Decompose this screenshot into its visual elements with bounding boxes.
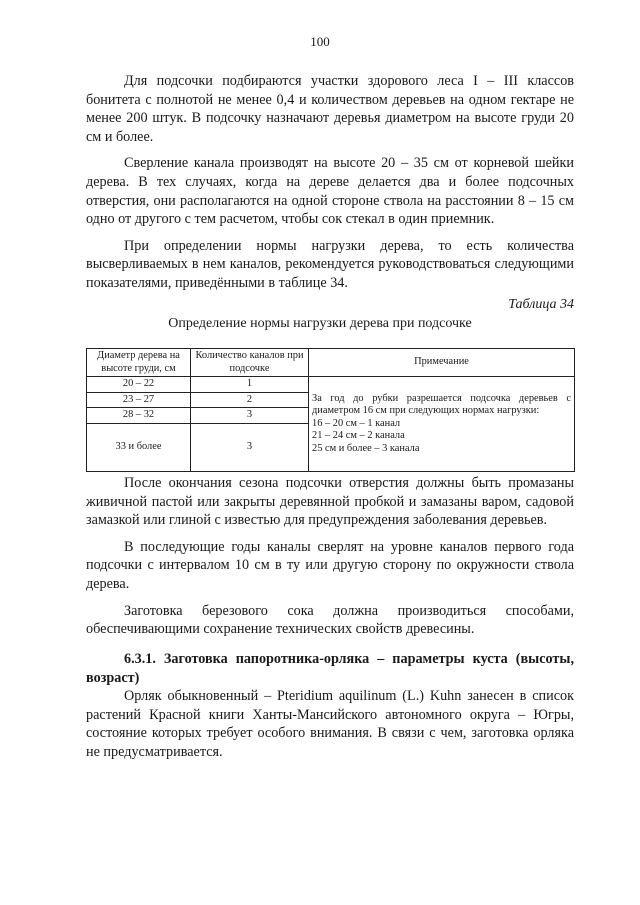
note-main: За год до рубки разрешается подсочка деревьев с диаметром 16 см при следующих нормах нагрузки: bbox=[312, 392, 571, 416]
cell-channels: 3 bbox=[191, 423, 309, 471]
cell-channels: 3 bbox=[191, 408, 309, 424]
paragraph-after-season: После окончания сезона подсочки отверстия должны быть промазаны живичной пастой или закрыты деревянной пробкой и замазаны варом, садовой замазкой или глиной с известью для предупреждения заболевания деревьев. bbox=[86, 475, 574, 529]
paragraph-bracken: Орляк обыкновенный – Pteridium aquilinum (L.) Kuhn занесен в список растений Красной книги Ханты-Мансийского автономного округа – Югры, состояние которых требует особого внимания. В связи с чем, заготовка орляка не предусматривается. bbox=[86, 688, 574, 760]
cell-channels: 2 bbox=[191, 392, 309, 408]
note-line: 25 см и более – 3 канала bbox=[312, 442, 420, 454]
section-heading: 6.3.1. Заготовка папоротника-орляка – параметры куста (высоты, возраст) bbox=[86, 651, 574, 686]
table-row bbox=[87, 377, 575, 393]
cell-note bbox=[309, 377, 575, 472]
cell-diameter: 33 и более bbox=[87, 423, 191, 471]
page-number: 100 bbox=[310, 34, 330, 49]
header-note: Примечание bbox=[309, 349, 575, 377]
note-line: 16 – 20 см – 1 канал bbox=[312, 417, 401, 429]
section-6-3-1 bbox=[86, 650, 574, 762]
paragraph-load-norm: При определении нормы нагрузки дерева, то есть количества высверливаемых в нем каналов, рекомендуется руководствоваться следующими показателями, приведёнными в таблице 34. bbox=[86, 237, 574, 291]
paragraph-drilling: Сверление канала производят на высоте 20 – 35 см от корневой шейки дерева. В тех случаях, когда на дереве делается два и более подсочных отверстия, они располагаются на одной стороне ствола на расстоянии 8 – 15 см одно от другого с тем расчетом, чтобы сок стекал в один приемник. bbox=[86, 155, 574, 228]
table-header-row bbox=[87, 349, 575, 377]
cell-diameter: 20 – 22 bbox=[87, 377, 191, 393]
paragraph-following-years: В последующие годы каналы сверлят на уровне каналов первого года подсочки с интервалом 10 см в ту или другую сторону по окружности ствола дерева. bbox=[86, 538, 574, 592]
header-channels: Количество каналов при подсочке bbox=[191, 349, 309, 377]
cell-channels: 1 bbox=[191, 377, 309, 393]
paragraph-forest-selection: Для подсочки подбираются участки здорового леса I – III классов бонитета с полнотой не менее 0,4 и количеством деревьев на одном гектаре не менее 200 штук. В подсочку назначают деревья диаметром на высоте груди 20 см и более. bbox=[86, 73, 574, 145]
table-title: Определение нормы нагрузки дерева при подсочке bbox=[168, 316, 472, 331]
after-table-text bbox=[86, 474, 574, 639]
cell-diameter: 23 – 27 bbox=[87, 392, 191, 408]
header-diameter: Диаметр дерева на высоте груди, см bbox=[87, 349, 191, 377]
table-label: Таблица 34 bbox=[508, 297, 574, 312]
paragraph-birch-sap: Заготовка березового сока должна производиться способами, обеспечивающими сохранение технических свойств древесины. bbox=[86, 602, 574, 638]
cell-diameter: 28 – 32 bbox=[87, 408, 191, 424]
intro-text bbox=[86, 72, 574, 293]
load-norm-table bbox=[86, 348, 575, 472]
note-line: 21 – 24 см – 2 канала bbox=[312, 430, 405, 441]
